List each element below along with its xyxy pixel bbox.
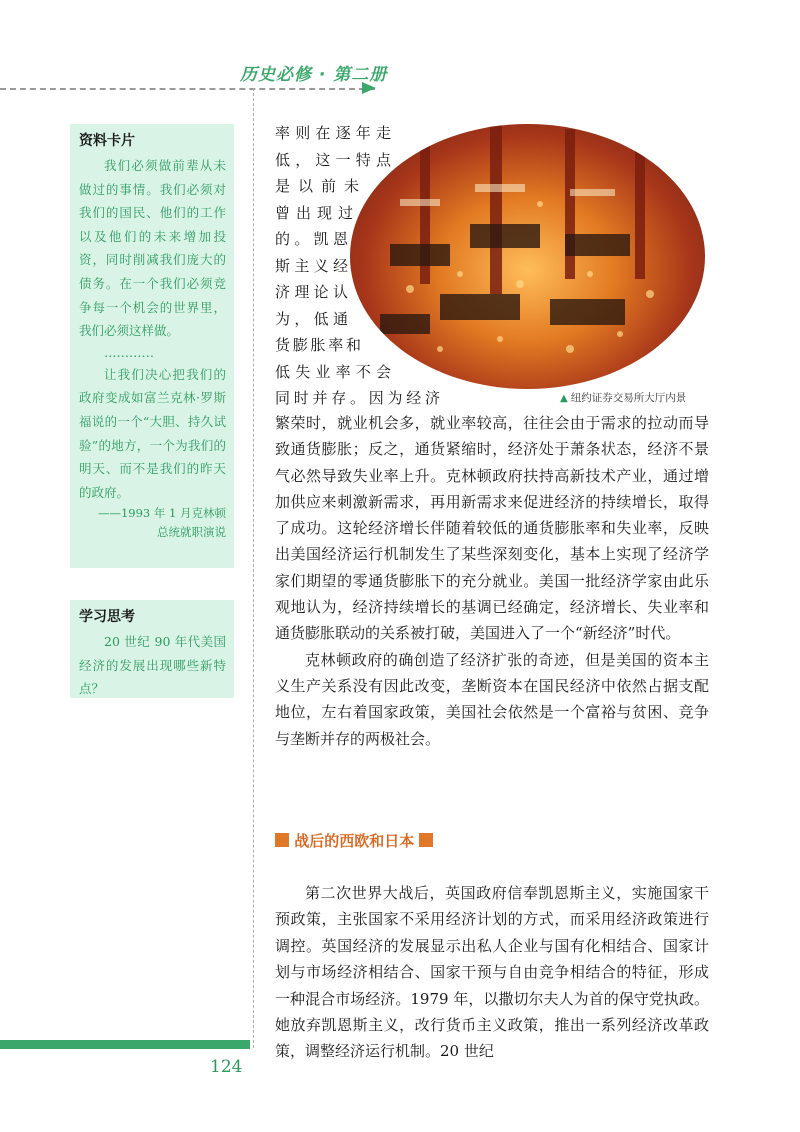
study-box-title: 学习思考 [79,609,135,625]
text-line: 率则在逐年走 [275,124,391,142]
wrapped-text-column [275,120,440,412]
text-line: 是以前未 [275,177,359,195]
text-line: 的。凯恩 [275,230,348,248]
section-heading: 战后的西欧和日本 [275,830,433,851]
text-line: 为，低通 [275,309,348,328]
data-card-text [79,154,226,504]
paragraph: 繁荣时，就业机会多，就业率较高，往往会由于需求的拉动而导致通货膨胀；反之，通货紧缩时，经济处于萧条状态，经济不景气必然导致失业率上升。克林顿政府扶持高新技术产业，通过增加供应来刺激新需求，再用新需求来促进经济的持续增长，取得了成功。这轮经济增长伴随着较低的通货膨胀率和失业率，反映出美国经济运行机制发生了某些深刻变化，基本上实现了经济学家们期望的零通货膨胀下的充分就业。美国一批经济学家由此乐观地认为，经济持续增长的基调已经确定，经济增长、失业率和通货膨胀联动的关系被打破，美国进入了一个“新经济”时代。 [275,414,709,643]
header-divider [0,88,375,90]
text-line: 低，这一特点 [275,150,391,169]
data-card-ellipsis: ………… [104,344,154,360]
study-box [70,600,234,698]
text-line: 曾出现过 [275,203,353,222]
section-square-icon [275,833,289,847]
text-line: 济理论认 [275,283,348,301]
header-arrow-icon [362,82,376,94]
stock-exchange-illustration [350,124,705,389]
data-card-title: 资料卡片 [79,133,135,149]
footer-bar [0,1040,250,1049]
section-paragraph: 第二次世界大战后，英国政府信奉凯恩斯主义，实施国家干预政策，主张国家不采用经济计划的方式，而采用经济政策进行调控。英国经济的发展显示出私人企业与国有化相结合、国家计划与市场经济相结合、国家干预与自由竞争相结合的特征，形成一种混合市场经济。1979 年，以撒切尔夫人为首的保守党执政。她放弃凯恩斯主义，改行货币主义政策，推出一系列经济改革政策，调整经济运行机制。20 世纪 [275,884,709,1061]
data-card-quote-2: 让我们决心把我们的政府变成如富兰克林·罗斯福说的一个“大胆、持久试验”的地方，一个为我们的明天、而不是我们的昨天的政府。 [79,366,226,500]
study-box-question: 20 世纪 90 年代美国经济的发展出现哪些新特点？ [79,634,226,697]
data-card-source-1: ——1993 年 1 月克林顿 [97,506,226,521]
photo-caption: ▲ 纽约证券交易所大厅内景 [560,392,687,404]
data-card-quote-1: 我们必须做前辈从未做过的事情。我们必须对我们的国民、他们的工作以及他们的未来增加投资，同时削减我们庞大的债务。在一个我们必须竞争每一个机会的世界里，我们必须这样做。 [79,158,226,339]
stock-exchange-photo [350,124,705,389]
body-text [275,410,709,752]
data-card [70,124,234,568]
text-line: 低失业率不会 [275,362,391,381]
running-header: 历史必修 · 第二册 [240,65,388,85]
data-card-source-2: 总统就职演说 [157,525,226,540]
caption-triangle-icon: ▲ [560,393,568,404]
text-line: 货膨胀率和 [275,336,361,354]
text-line: 斯主义经 [275,256,348,275]
section-square-icon [419,833,433,847]
paragraph: 克林顿政府的确创造了经济扩张的奇迹，但是美国的资本主义生产关系没有因此改变，垄断资本在国民经济中依然占据支配地位，左右着国家政策，美国社会依然是一个富裕与贫困、竞争与垄断并存的两极社会。 [275,650,709,748]
page-number: 124 [210,1057,243,1077]
text-line: 同时并存。因为经济 [275,389,440,407]
margin-divider [253,88,254,1048]
